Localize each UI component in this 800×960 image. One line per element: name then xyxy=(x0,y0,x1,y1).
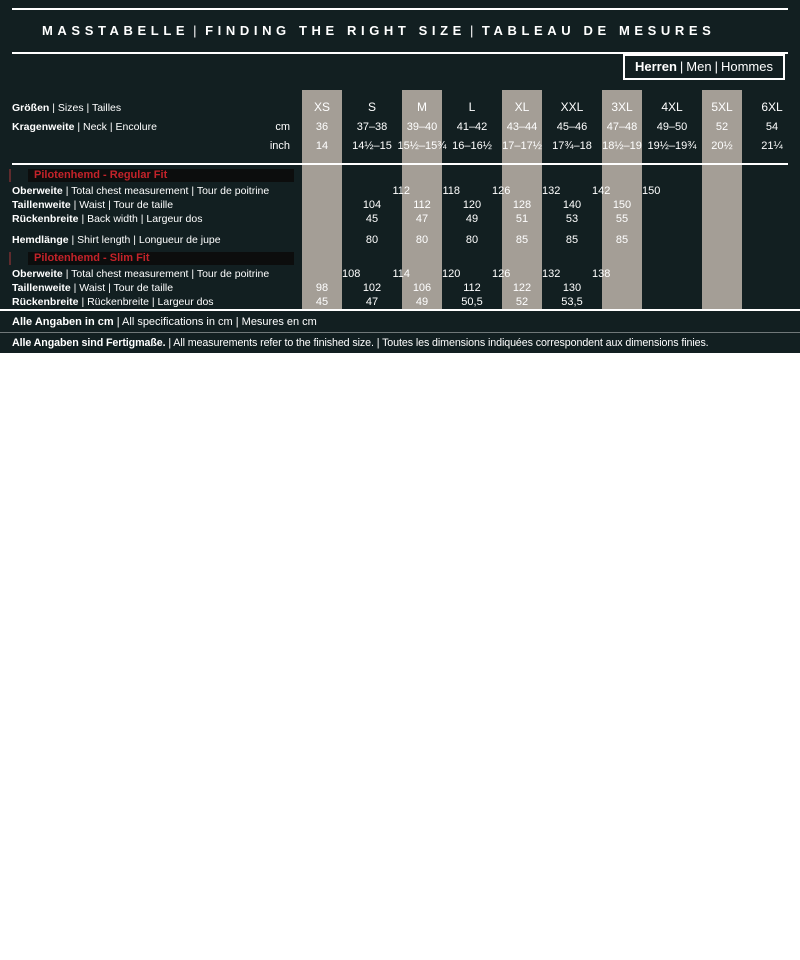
measurement-value: 112 xyxy=(413,199,431,211)
size-column-header: 4XL xyxy=(661,100,683,114)
measurement-value: 114 xyxy=(392,268,410,280)
audience-separator: | xyxy=(679,59,684,74)
measurement-value: 142 xyxy=(592,185,611,197)
measurement-value: 112 xyxy=(392,185,410,197)
measurement-value: 53,5 xyxy=(561,296,583,308)
measurement-value: 53 xyxy=(565,213,579,225)
neck-size-value: 52 xyxy=(715,120,729,133)
title-separator: | xyxy=(469,23,478,38)
neck-size-value: 20½ xyxy=(711,139,733,152)
measurement-row xyxy=(0,295,800,309)
measurement-value: 120 xyxy=(442,268,461,280)
neck-section-divider xyxy=(12,163,788,165)
audience-fr: Hommes xyxy=(720,59,773,74)
neck-size-value: 43–44 xyxy=(506,120,538,133)
neck-size-value: 18½–19 xyxy=(602,139,642,152)
measurement-value: 122 xyxy=(512,282,532,294)
size-column-header: 5XL xyxy=(711,100,733,114)
audience-separator: | xyxy=(714,59,718,74)
top-divider xyxy=(12,8,788,10)
sizes-header-row xyxy=(0,90,800,117)
measurement-value: 85 xyxy=(565,234,579,246)
neck-size-value: 14 xyxy=(315,139,329,152)
measurement-value: 120 xyxy=(462,199,482,211)
row-label: Kragenweite | Neck | Encolure xyxy=(12,120,157,133)
measurement-value: 106 xyxy=(412,282,432,294)
size-column-header: M xyxy=(417,100,427,114)
page-title-fr: TABLEAU DE MESURES xyxy=(481,23,716,38)
measurement-value: 128 xyxy=(512,199,532,211)
measurement-value: 80 xyxy=(465,234,479,246)
size-column-header: XL xyxy=(514,100,530,114)
size-column-header: S xyxy=(367,100,376,114)
measurement-value: 150 xyxy=(642,185,661,197)
note-finished-size xyxy=(0,333,800,349)
measurement-value: 108 xyxy=(342,268,361,280)
row-label: Hemdlänge | Shirt length | Longueur de jupe xyxy=(12,234,221,246)
neck-size-value: 39–40 xyxy=(406,120,438,133)
measurement-value: 85 xyxy=(615,234,629,246)
measurement-value: 130 xyxy=(562,282,582,294)
measurement-value: 104 xyxy=(362,199,382,211)
neck-size-value: 17–17½ xyxy=(502,139,542,152)
measurement-value: 80 xyxy=(365,234,379,246)
size-column-header: L xyxy=(468,100,476,114)
size-column-header: 3XL xyxy=(611,100,633,114)
title-separator: | xyxy=(193,23,202,38)
measurement-row xyxy=(0,184,800,198)
row-label: Taillenweite | Waist | Tour de taille xyxy=(12,282,174,294)
measurement-value: 98 xyxy=(315,282,329,294)
neck-size-value: 17¾–18 xyxy=(552,139,592,152)
measurement-value: 140 xyxy=(562,199,582,211)
measurement-value: 80 xyxy=(415,234,429,246)
audience-badge xyxy=(623,54,785,80)
row-label: Oberweite | Total chest measurement | Tour de poitrine xyxy=(12,185,270,197)
note-finished-size-de: Alle Angaben sind Fertigmaße. xyxy=(12,337,166,349)
measurement-value: 118 xyxy=(442,185,460,197)
measurement-value: 85 xyxy=(515,234,529,246)
measurement-value: 47 xyxy=(415,213,429,225)
neck-size-value: 49–50 xyxy=(656,120,688,133)
size-column-header: XS xyxy=(313,100,330,114)
measurement-value: 132 xyxy=(542,268,561,280)
measurement-value: 45 xyxy=(365,213,379,225)
measurement-value: 102 xyxy=(362,282,382,294)
audience-de: Herren xyxy=(634,59,677,74)
neck-measurement-row xyxy=(0,136,800,155)
unit-label: cm xyxy=(275,120,290,133)
measurement-row xyxy=(0,281,800,295)
measurement-value: 126 xyxy=(492,268,511,280)
size-table xyxy=(0,90,800,309)
measurement-value: 150 xyxy=(612,199,632,211)
neck-size-value: 16–16½ xyxy=(452,139,492,152)
note-finished-size-rest: | All measurements refer to the finished size. | Toutes les dimensions indiquées correspondent aux dimensions finies. xyxy=(165,337,709,349)
row-label: Rückenbreite | Back width | Largeur dos xyxy=(12,213,203,225)
row-label: Größen | Sizes | Tailles xyxy=(12,102,122,114)
footer-notes xyxy=(0,311,800,349)
neck-size-value: 19½–19¾ xyxy=(647,139,697,152)
measurement-value: 47 xyxy=(365,296,379,308)
section-header xyxy=(0,252,800,265)
measurement-value: 52 xyxy=(515,296,529,308)
measurement-row xyxy=(0,212,800,226)
section-title: Pilotenhemd - Regular Fit xyxy=(34,169,168,181)
size-chart-panel xyxy=(0,0,800,353)
measurement-row xyxy=(0,267,800,281)
page-title-de: MASSTABELLE xyxy=(42,23,190,38)
size-column-header: 6XL xyxy=(761,100,783,114)
measurement-row xyxy=(0,198,800,212)
row-label: Rückenbreite | Rückenbreite | Largeur dos xyxy=(12,296,214,308)
page-title-en: FINDING THE RIGHT SIZE xyxy=(205,23,466,38)
measurement-row xyxy=(0,233,800,247)
section-tick xyxy=(9,169,11,182)
neck-size-value: 54 xyxy=(765,120,779,133)
measurement-value: 51 xyxy=(515,213,529,225)
measurement-value: 132 xyxy=(542,185,561,197)
measurement-value: 50,5 xyxy=(461,296,483,308)
measurement-value: 49 xyxy=(415,296,429,308)
page-title xyxy=(42,23,715,38)
unit-label: inch xyxy=(269,139,290,152)
neck-size-value: 36 xyxy=(315,120,329,133)
measurement-value: 55 xyxy=(615,213,629,225)
size-column-header: XXL xyxy=(560,100,584,114)
audience-en: Men xyxy=(686,59,712,74)
note-units xyxy=(0,311,800,328)
measurement-value: 138 xyxy=(592,268,611,280)
section-tick xyxy=(9,252,11,265)
neck-size-value: 15½–15¾ xyxy=(397,139,447,152)
section-header xyxy=(0,169,800,182)
measurement-value: 126 xyxy=(492,185,511,197)
note-units-rest: | All specifications in cm | Mesures en cm xyxy=(113,316,317,328)
measurement-value: 49 xyxy=(465,213,479,225)
section-title: Pilotenhemd - Slim Fit xyxy=(34,252,150,264)
neck-size-value: 21¼ xyxy=(761,139,783,152)
note-units-de: Alle Angaben in cm xyxy=(12,316,114,328)
measurement-value: 112 xyxy=(463,282,481,294)
neck-size-value: 37–38 xyxy=(356,120,388,133)
neck-size-value: 45–46 xyxy=(556,120,588,133)
neck-size-value: 41–42 xyxy=(456,120,488,133)
measurement-value: 45 xyxy=(315,296,329,308)
neck-size-value: 47–48 xyxy=(606,120,638,133)
row-label: Oberweite | Total chest measurement | Tour de poitrine xyxy=(12,268,270,280)
neck-measurement-row xyxy=(0,117,800,136)
neck-size-value: 14½–15 xyxy=(352,139,392,152)
row-label: Taillenweite | Waist | Tour de taille xyxy=(12,199,174,211)
